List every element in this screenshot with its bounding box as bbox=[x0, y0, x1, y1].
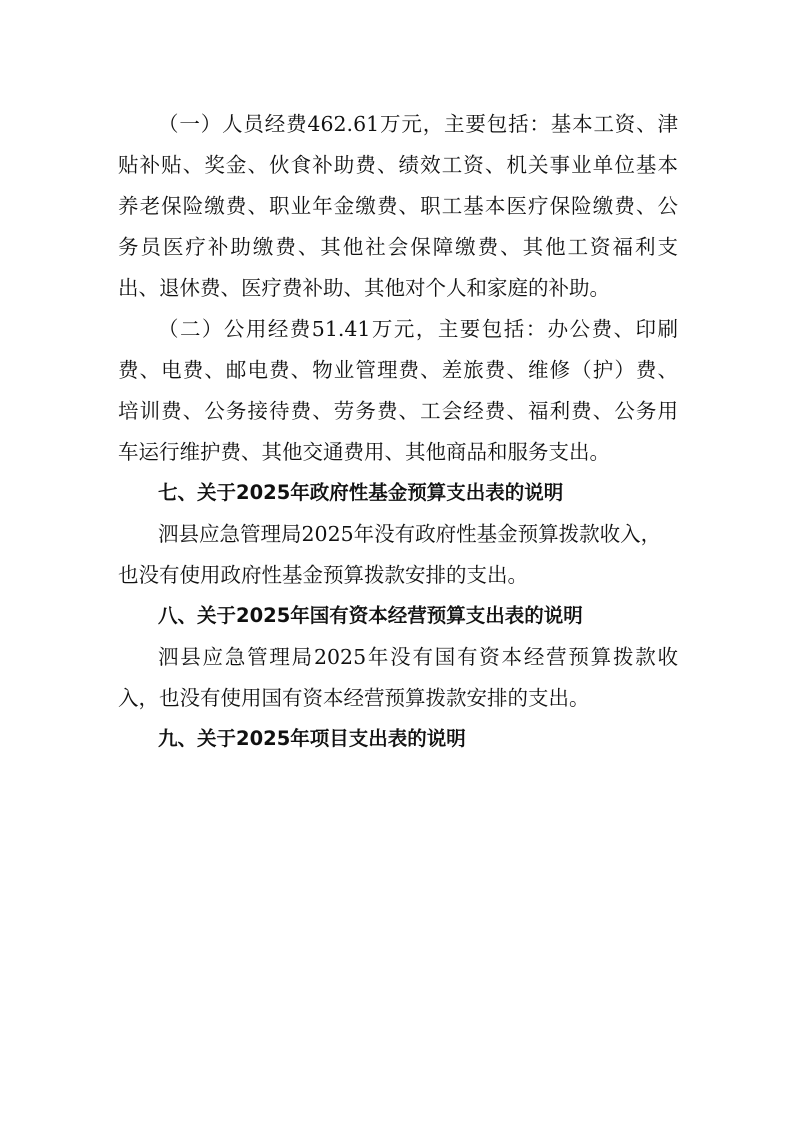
personnel-line-3: 养老保险缴费、职业年金缴费、职工基本医疗保险缴费、公 bbox=[118, 194, 678, 218]
section-seven-line-1: 泗县应急管理局2025年没有政府性基金预算拨款收入， bbox=[158, 522, 662, 546]
personnel-line-4: 务员医疗补助缴费、其他社会保障缴费、其他工资福利支 bbox=[118, 235, 678, 259]
personnel-line-1: （一）人员经费462.61万元，主要包括：基本工资、津 bbox=[158, 112, 678, 136]
section-nine-heading: 九、关于2025年项目支出表的说明 bbox=[158, 727, 466, 750]
section-seven-line-2: 也没有使用政府性基金预算拨款安排的支出。 bbox=[118, 563, 528, 587]
section-seven-heading: 七、关于2025年政府性基金预算支出表的说明 bbox=[158, 481, 564, 504]
public-line-2: 费、电费、邮电费、物业管理费、差旅费、维修（护）费、 bbox=[118, 358, 678, 382]
personnel-line-5: 出、退休费、医疗费补助、其他对个人和家庭的补助。 bbox=[118, 276, 610, 300]
public-line-4: 车运行维护费、其他交通费用、其他商品和服务支出。 bbox=[118, 440, 610, 464]
section-eight-line-2: 入，也没有使用国有资本经营预算拨款安排的支出。 bbox=[118, 686, 590, 710]
section-eight-line-1: 泗县应急管理局2025年没有国有资本经营预算拨款收 bbox=[158, 645, 678, 669]
section-eight-heading: 八、关于2025年国有资本经营预算支出表的说明 bbox=[158, 604, 583, 627]
public-line-1: （二）公用经费51.41万元，主要包括：办公费、印刷 bbox=[158, 317, 678, 341]
public-line-3: 培训费、公务接待费、劳务费、工会经费、福利费、公务用 bbox=[118, 399, 678, 423]
personnel-line-2: 贴补贴、奖金、伙食补助费、绩效工资、机关事业单位基本 bbox=[118, 153, 678, 177]
